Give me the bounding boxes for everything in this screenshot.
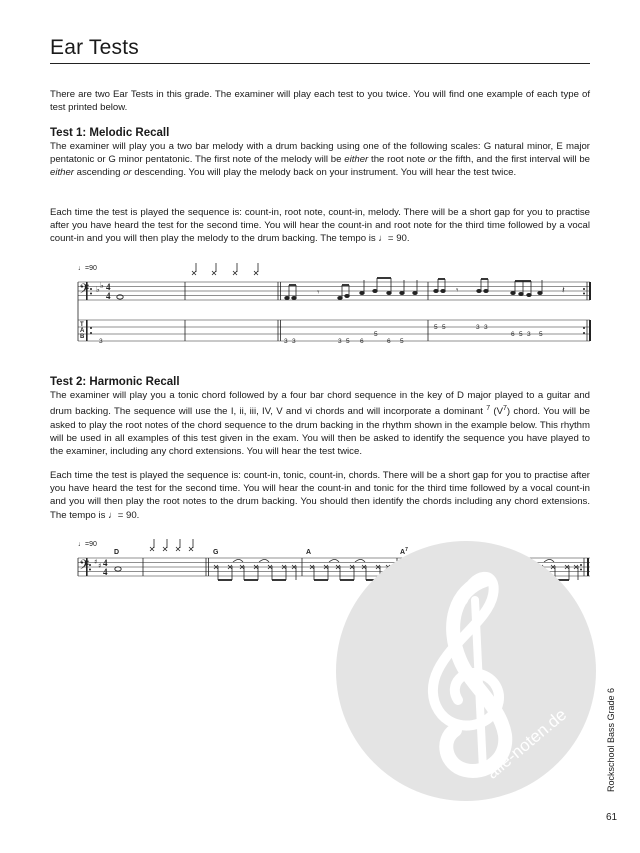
svg-text:♩=90: ♩=90 (78, 541, 97, 548)
svg-text:6: 6 (360, 338, 364, 345)
test2-heading: Test 2: Harmonic Recall (50, 376, 180, 388)
page-number: 61 (606, 812, 618, 823)
svg-text:A: A (80, 328, 85, 334)
svg-text:3: 3 (484, 324, 488, 331)
svg-text:𝄾: 𝄾 (456, 285, 459, 295)
svg-text:5: 5 (374, 331, 378, 338)
svg-text:6: 6 (387, 338, 391, 345)
page-title: Ear Tests (50, 36, 139, 59)
svg-text:5: 5 (346, 338, 350, 345)
svg-text:♩=90: ♩=90 (78, 265, 97, 272)
svg-text:4: 4 (103, 558, 108, 568)
test1-paragraph-1: The examiner will play you a two bar melody with a drum backing using one of the following scales: G natural minor, E major pentatonic or G minor pentatonic. The first note of the melody will be either the root note or the fifth, and the first interval will be either ascending or descending. You will play the melody back on your instrument. You will hear the test twice. (50, 141, 591, 179)
test2-paragraph-1: The examiner will play you a tonic chord followed by a four bar chord sequence in the key of D major played to a guitar and drum backing. The sequence will use the I, ii, iii, IV, V and vi chords and will incorporate a dominant $^7$ $(V^7)$ chord. You will be asked to play the root notes of the chord sequence to the drum backing in the rhythm shown in the example below. This rhythm will be used in all examples of this test given in the exam. You will then be asked to identify the sequence you have played to the examiner, including any chord extensions. You will hear the test twice. (50, 390, 591, 457)
svg-text:𝄽: 𝄽 (562, 285, 565, 295)
svg-text:3: 3 (99, 338, 103, 345)
test2-paragraph-2: Each time the test is played the sequence is: count-in, tonic, count-in, chords. There will be a short gap for you to practise after you have heard the test for the second time. You will hear the count-in and tonic for the third time followed by a vocal count-in and you will then play the root notes to the drum backing. You should then identify the chords including any chord extensions. The tempo is ♩= 90. (50, 470, 590, 521)
svg-text:5: 5 (442, 324, 446, 331)
svg-text:T: T (80, 322, 84, 328)
flat-icon: ♭ (96, 285, 100, 294)
quarter-note-icon: ♩ (78, 541, 85, 548)
bass-clef-icon: 𝄢 (79, 281, 90, 300)
svg-text:A7: $A^7$ (400, 547, 408, 556)
svg-text:4: 4 (103, 567, 108, 577)
intro-paragraph: There are two Ear Tests in this grade. The examiner will play each test to you twice. You will find one example of each type of test printed below. (50, 89, 590, 114)
svg-text:alle-noten.de: alle-noten.de (482, 704, 571, 783)
bass-clef-icon: 𝄢 (79, 557, 90, 576)
svg-text:5: 5 (400, 338, 404, 345)
svg-text:3: 3 (284, 338, 288, 345)
svg-text:6: 6 (511, 331, 515, 338)
quarter-note-icon: ♩ (378, 233, 388, 245)
sharp-icon: ♯ (94, 558, 98, 566)
watermark-logo (335, 540, 597, 802)
quarter-note-icon: ♩ (78, 265, 85, 272)
svg-text:3: 3 (292, 338, 296, 345)
svg-text:3: 3 (338, 338, 342, 345)
svg-text:3: 3 (527, 331, 531, 338)
book-sidebar-label: Rockschool Bass Grade 6 (606, 687, 616, 792)
svg-text:3: 3 (476, 324, 480, 331)
svg-text:5: 5 (434, 324, 438, 331)
svg-text:5: 5 (519, 331, 523, 338)
quarter-note-icon: ♩ (108, 509, 118, 521)
test1-heading: Test 1: Melodic Recall (50, 127, 170, 139)
sharp-icon: ♯ (98, 562, 102, 570)
svg-text:B: B (80, 334, 85, 340)
flat-icon: ♭ (100, 281, 104, 290)
svg-text:4: 4 (106, 282, 111, 292)
svg-text:5: 5 (539, 331, 543, 338)
svg-text:A: A (306, 549, 312, 556)
svg-text:D: D (114, 549, 120, 556)
svg-text:𝄾: 𝄾 (317, 287, 320, 297)
svg-text:4: 4 (106, 291, 111, 301)
test1-paragraph-2: Each time the test is played the sequence is: count-in, root note, count-in, melody. There will be a short gap for you to practise after you have heard the test for the second time. You will hear the count-in and root note for the third time followed by a vocal count-in and you will then play the melody to the drum backing. The tempo is ♩= 90. (50, 207, 590, 245)
svg-text:G: G (213, 549, 219, 556)
